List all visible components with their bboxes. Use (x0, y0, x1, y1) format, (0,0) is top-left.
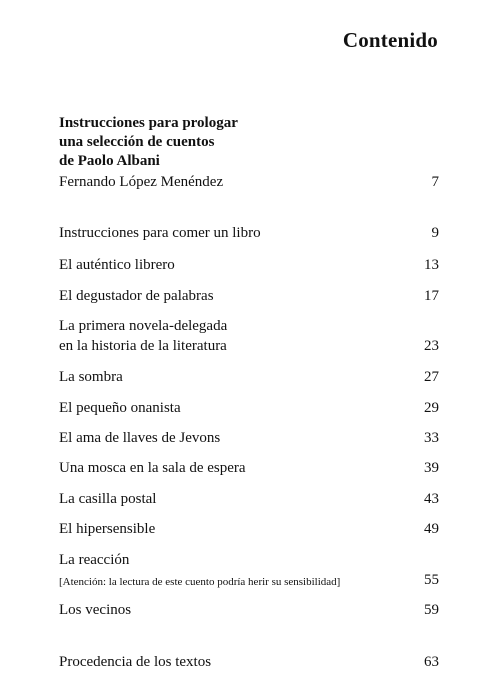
toc-entry-page: 27 (424, 369, 439, 385)
toc-entry-title: El ama de llaves de Jevons (59, 430, 221, 446)
toc-entry-title: La casilla postal (59, 491, 157, 507)
toc-entry-page: 23 (424, 338, 439, 354)
toc-entry-page: 55 (424, 572, 439, 588)
toc-entry-title: El hipersensible (59, 521, 156, 537)
toc-entry-title: La reacción (59, 552, 130, 568)
toc-entry-title-line-1: La primera novela-delegada (59, 318, 228, 334)
toc-entry-page: 59 (424, 602, 439, 618)
appendix-page-number: 63 (424, 654, 439, 670)
intro-author: Fernando López Menéndez (59, 174, 224, 190)
toc-entry-title: La sombra (59, 369, 123, 385)
toc-entry-title: Instrucciones para comer un libro (59, 225, 261, 241)
toc-entry-title-line-2: en la historia de la literatura (59, 338, 227, 354)
appendix-title: Procedencia de los textos (59, 654, 212, 670)
intro-page-number: 7 (431, 174, 439, 190)
toc-entry-page: 17 (424, 288, 439, 304)
toc-entry-title: Los vecinos (59, 602, 132, 618)
toc-entry-note: [Atención: la lectura de este cuento podría herir su sensibilidad] (59, 576, 341, 588)
toc-entry-page: 49 (424, 521, 439, 537)
toc-entry-title: El pequeño onanista (59, 400, 181, 416)
toc-entry-page: 39 (424, 460, 439, 476)
toc-entry-page: 29 (424, 400, 439, 416)
toc-entry-title: El degustador de palabras (59, 288, 214, 304)
toc-entry-page: 13 (424, 257, 439, 273)
toc-entry-page: 33 (424, 430, 439, 446)
intro-heading-line-1: Instrucciones para prologar (59, 115, 238, 131)
page-title: Contenido (342, 28, 438, 52)
intro-heading-line-2: una selección de cuentos (59, 134, 215, 150)
toc-entry-title: El auténtico librero (59, 257, 175, 273)
toc-entry-page: 9 (431, 225, 439, 241)
toc-entry-title: Una mosca en la sala de espera (59, 460, 246, 476)
toc-entry-page: 43 (424, 491, 439, 507)
intro-heading-line-3: de Paolo Albani (59, 153, 160, 169)
